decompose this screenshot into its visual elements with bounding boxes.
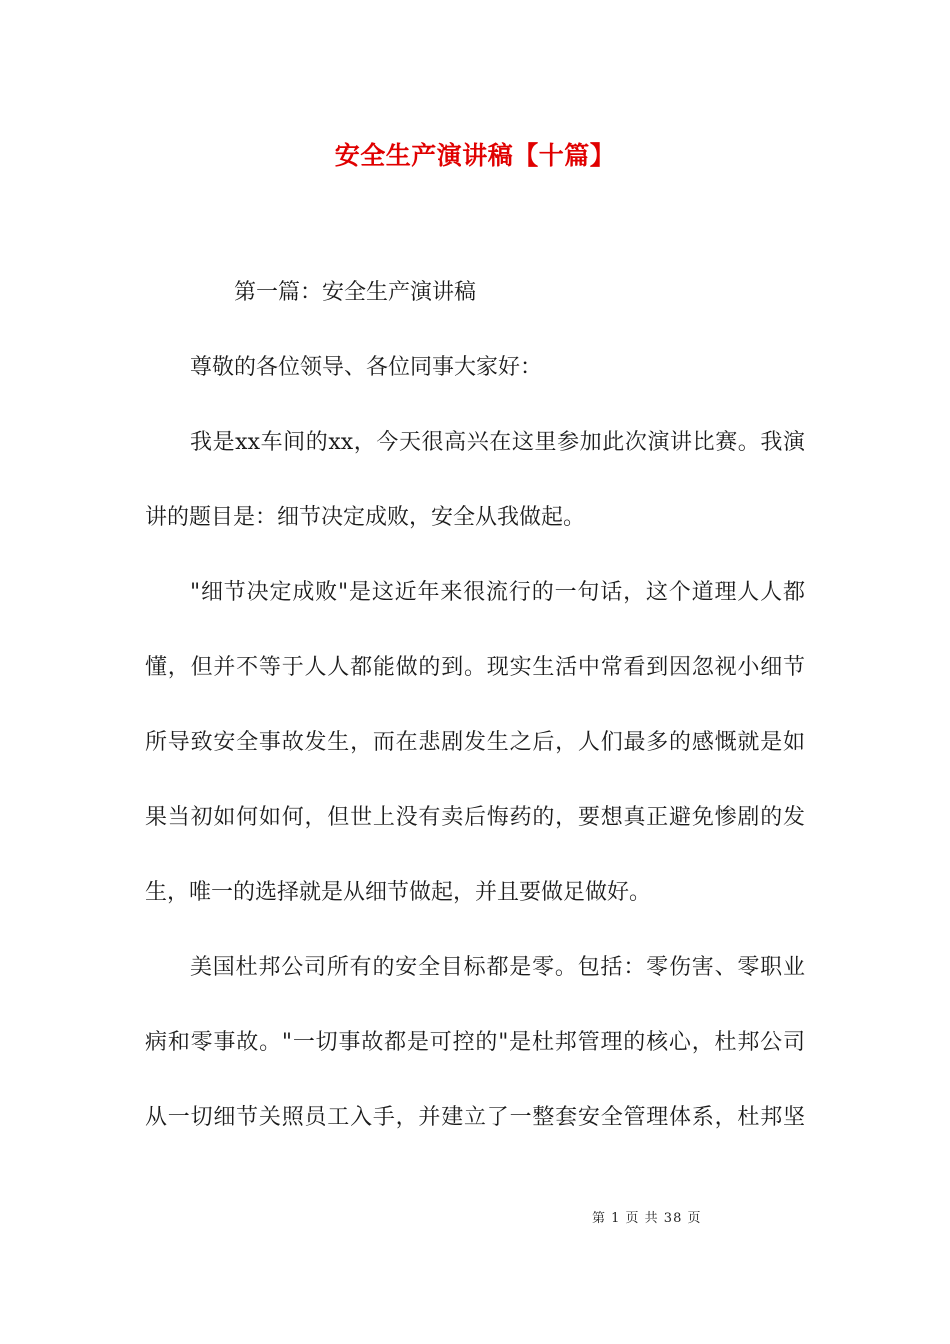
paragraph-line: 尊敬的各位领导、各位同事大家好：	[190, 355, 543, 380]
paragraph-line: 生，唯一的选择就是从细节做起，并且要做足做好。	[145, 880, 652, 905]
paragraph-line: 所导致安全事故发生，而在悲剧发生之后，人们最多的感慨就是如	[145, 730, 805, 755]
paragraph-line: 病和零事故。"一切事故都是可控的"是杜邦管理的核心，杜邦公司	[145, 1030, 805, 1055]
document-title: 安全生产演讲稿【十篇】	[334, 141, 616, 170]
paragraph-line: "细节决定成败"是这近年来很流行的一句话，这个道理人人都	[190, 580, 805, 605]
paragraph-line: 我是xx车间的xx，今天很高兴在这里参加此次演讲比赛。我演	[190, 430, 805, 455]
paragraph-line: 从一切细节关照员工入手，并建立了一整套安全管理体系，杜邦坚	[145, 1105, 805, 1130]
paragraph-line: 果当初如何如何，但世上没有卖后悔药的，要想真正避免惨剧的发	[145, 805, 805, 830]
page-number-footer: 第 1 页 共 38 页	[592, 1211, 702, 1226]
paragraph-line: 懂，但并不等于人人都能做的到。现实生活中常看到因忽视小细节	[145, 655, 805, 680]
section-heading: 第一篇：安全生产演讲稿	[234, 280, 477, 305]
paragraph-line: 美国杜邦公司所有的安全目标都是零。包括：零伤害、零职业	[190, 955, 805, 980]
paragraph-line: 讲的题目是：细节决定成败，安全从我做起。	[145, 505, 586, 530]
